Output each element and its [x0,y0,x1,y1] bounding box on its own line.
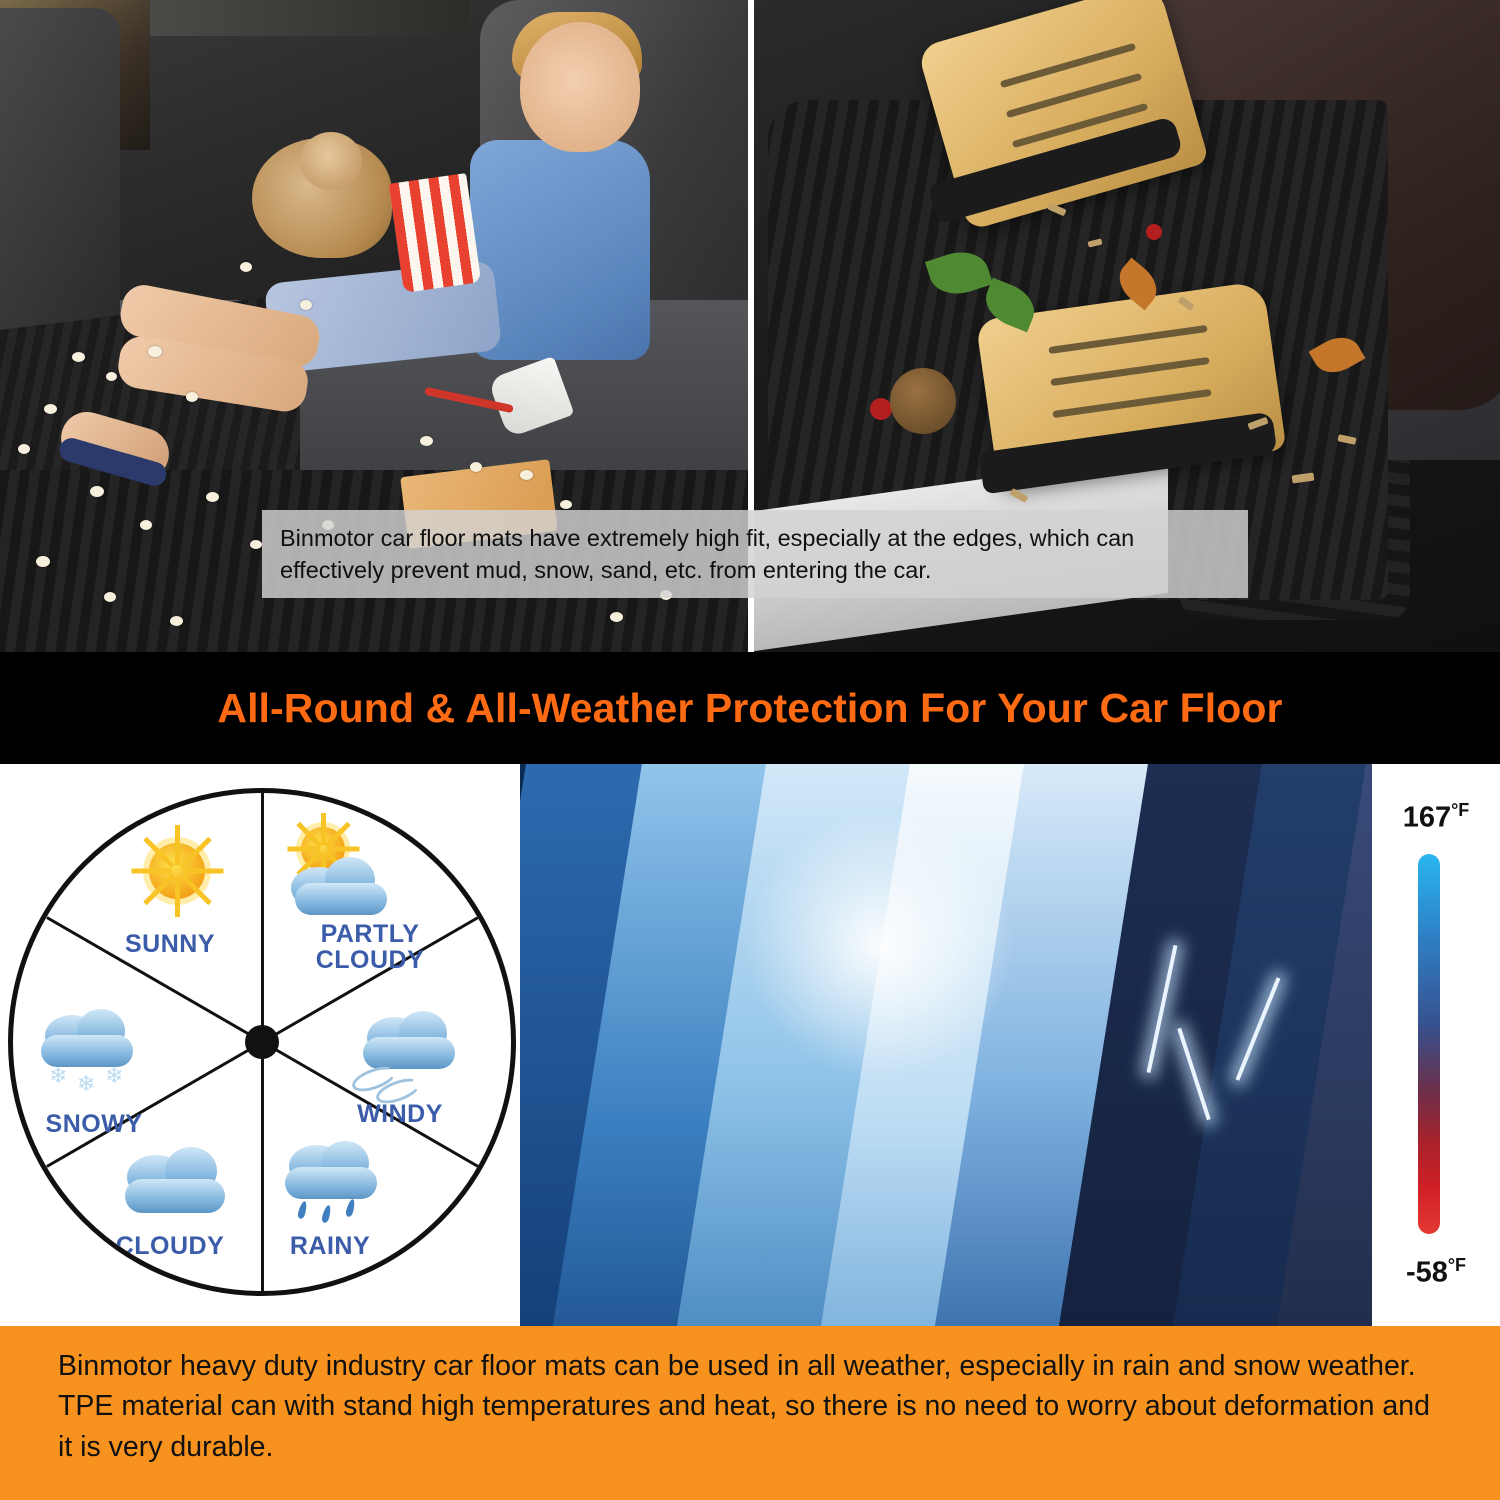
segment-label-snowy: SNOWY [45,1110,143,1138]
rain-drop [297,1200,308,1219]
cloud-base [295,883,387,915]
teddy-bear-head [300,132,362,190]
child-head [520,22,640,152]
pine-cone [890,368,956,434]
segment-label-partly-cloudy: PARTLY CLOUDY [315,920,425,975]
cloud-icon [121,1145,231,1229]
weather-section [0,764,1500,1326]
sun-behind-cloud-icon [285,827,395,911]
snowflake-icon: ❄ [77,1071,96,1096]
snowflake-icon: ❄ [105,1063,124,1088]
weather-wheel-panel [0,764,520,1326]
bottom-description-text: Binmotor heavy duty industry car floor mats can be used in all weather, especially in rain and snow weather. TPE material can with stand high temperatures and heat, so there is no need to worry about deformation and it is very durable. [58,1350,1430,1463]
cloud-base [363,1037,455,1069]
temperature-gradient-bar [1418,854,1440,1234]
cloud-rain-icon [275,1141,385,1225]
red-berry [870,398,892,420]
rain-drop [321,1204,332,1223]
red-berry [1146,224,1162,240]
photo-caption-overlay [262,510,1248,598]
headline-text: All-Round & All-Weather Protection For Your Car Floor [217,684,1283,731]
segment-label-rainy: RAINY [289,1232,371,1260]
cloud-wind-icon [349,1011,459,1095]
weather-collage-photo [520,764,1372,1326]
sun-disc [149,843,205,899]
temperature-high-value: 167 [1402,801,1452,834]
segment-label-sunny: SUNNY [124,930,215,958]
wheel-spoke [261,793,264,1042]
temperature-low-unit: °F [1447,1255,1467,1276]
segment-label-cloudy: CLOUDY [115,1232,225,1260]
front-seat [0,8,120,338]
cloud-base [285,1167,377,1199]
temperature-low-label [1372,1255,1500,1290]
headline-banner [0,652,1500,764]
cloud-base [125,1179,225,1213]
cloud-snow-icon [35,1009,145,1096]
top-photo-row [0,0,1500,652]
popcorn-box [389,173,482,293]
sun-icon [121,833,231,917]
photo-caption-text: Binmotor car floor mats have extremely high fit, especially at the edges, which can effectively prevent mud, snow, sand, etc. from entering the car. [280,524,1135,583]
snowflake-icon: ❄ [49,1063,68,1088]
rain-drop [345,1198,356,1217]
temperature-high-label [1372,800,1500,835]
bottom-description-banner [0,1326,1500,1500]
window-trim [150,0,470,36]
temperature-low-value: -58 [1405,1257,1448,1289]
segment-label-windy: WINDY [357,1100,443,1128]
weather-wheel-diagram [8,788,516,1296]
wheel-hub [245,1025,279,1059]
temperature-range-gauge [1372,764,1500,1326]
temperature-high-unit: °F [1451,800,1470,820]
